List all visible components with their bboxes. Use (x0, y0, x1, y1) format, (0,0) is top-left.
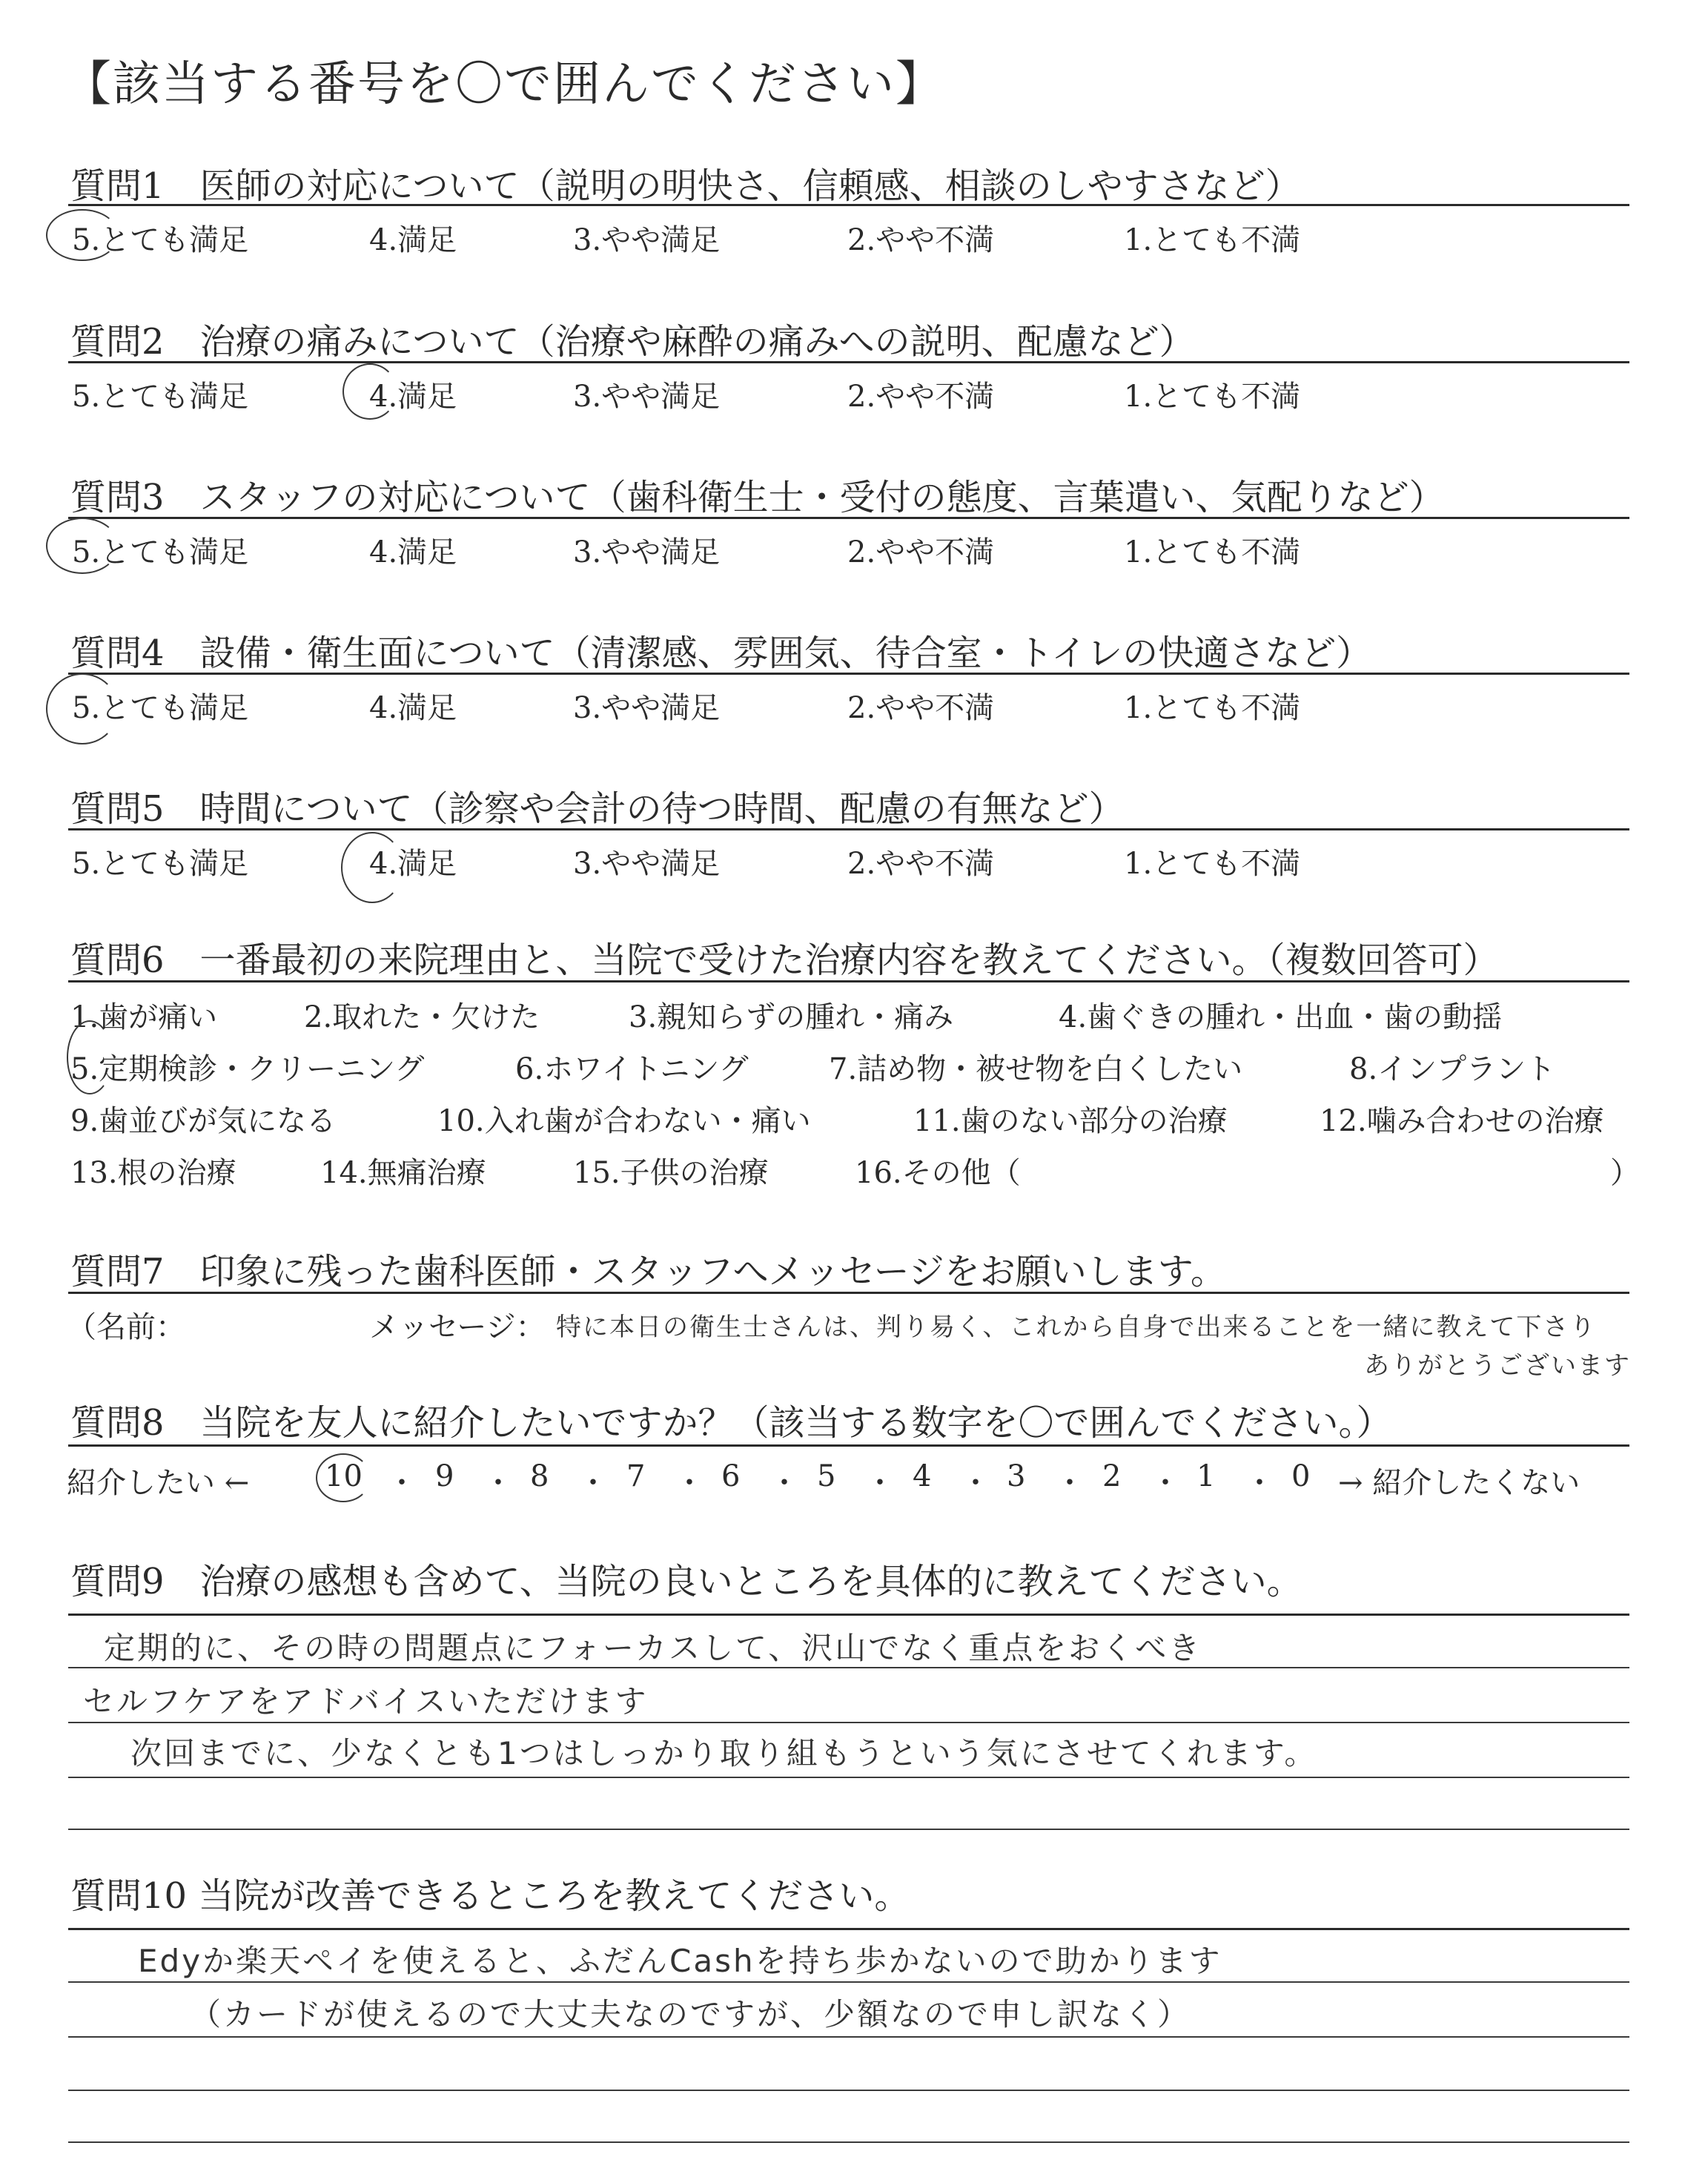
q6-option-11[interactable]: 11.歯のない部分の治療 (913, 1104, 1228, 1138)
question-6-title: 質問6 一番最初の来院理由と、当院で受けた治療内容を教えてください。（複数回答可） (70, 939, 1499, 981)
q6-option-12[interactable]: 12.噛み合わせの治療 (1320, 1104, 1604, 1138)
question-7-rule (68, 1292, 1629, 1294)
q1-option-4[interactable]: 4.満足 (369, 223, 457, 257)
q6-option-13[interactable]: 13.根の治療 (70, 1156, 236, 1190)
q1-selection-circle (46, 209, 119, 261)
question-5-rule (68, 828, 1629, 830)
q6-option-14[interactable]: 14.無痛治療 (320, 1156, 486, 1190)
q10-answer-line-3 (68, 2090, 1629, 2091)
q4-option-1[interactable]: 1.とても不満 (1124, 691, 1301, 725)
q8-separator: ・ (769, 1466, 799, 1500)
q5-option-2[interactable]: 2.やや不満 (847, 847, 995, 881)
q8-scale-4[interactable]: 4 (913, 1459, 932, 1493)
q7-message-line-2[interactable]: ありがとうございます (1364, 1351, 1631, 1381)
q1-option-3[interactable]: 3.やや満足 (573, 223, 721, 257)
q9-answer-line-4 (68, 1829, 1629, 1830)
q8-separator: ・ (483, 1466, 513, 1500)
q5-option-1[interactable]: 1.とても不満 (1124, 847, 1301, 881)
q8-separator: ・ (1151, 1466, 1180, 1500)
q6-option-1[interactable]: 1.歯が痛い (70, 1000, 218, 1034)
q3-option-4[interactable]: 4.満足 (369, 535, 457, 569)
question-4-title: 質問4 設備・衛生面について（清潔感、雰囲気、待合室・トイレの快適さなど） (70, 633, 1372, 674)
q9-answer-line-0 (68, 1614, 1629, 1616)
q6-option-6[interactable]: 6.ホワイトニング (515, 1052, 749, 1086)
q3-option-1[interactable]: 1.とても不満 (1124, 535, 1301, 569)
question-1-title: 質問1 医師の対応について（説明の明快さ、信頼感、相談のしやすさなど） (70, 165, 1301, 207)
question-7-title: 質問7 印象に残った歯科医師・スタッフへメッセージをお願いします。 (70, 1251, 1226, 1292)
q6-option-3[interactable]: 3.親知らずの腫れ・痛み (629, 1000, 954, 1034)
q10-answer-line-2-text[interactable]: （カードが使えるので大丈夫なのですが、少額なので申し訳なく） (190, 1996, 1191, 2032)
q8-separator: ・ (675, 1466, 704, 1500)
q4-selection-circle (46, 673, 119, 744)
q5-option-4[interactable]: 4.満足 (369, 847, 457, 881)
q7-name-label: （名前： (67, 1310, 185, 1344)
q8-scale-0[interactable]: 0 (1291, 1459, 1311, 1493)
q8-separator: ・ (865, 1466, 895, 1500)
q8-scale-2[interactable]: 2 (1102, 1459, 1122, 1493)
q3-option-5[interactable]: 5.とても満足 (72, 535, 249, 569)
q10-answer-line-0 (68, 1928, 1629, 1930)
q10-answer-line-1-text[interactable]: Edyか楽天ペイを使えると、ふだんCashを持ち歩かないので助かります (138, 1943, 1222, 1979)
question-3-rule (68, 517, 1629, 519)
question-5-title: 質問5 時間について（診察や会計の待つ時間、配慮の有無など） (70, 788, 1125, 830)
q2-option-2[interactable]: 2.やや不満 (847, 380, 995, 414)
q6-option-15[interactable]: 15.子供の治療 (573, 1156, 769, 1190)
q1-option-5[interactable]: 5.とても満足 (72, 223, 249, 257)
q3-option-2[interactable]: 2.やや不満 (847, 535, 995, 569)
question-10-title: 質問10 当院が改善できるところを教えてください。 (70, 1875, 910, 1917)
q8-scale-1[interactable]: 1 (1196, 1459, 1216, 1493)
q7-message-label: メッセージ： (369, 1310, 546, 1344)
q10-answer-line-4 (68, 2141, 1629, 2143)
q5-selection-circle (341, 832, 403, 903)
q6-option-9[interactable]: 9.歯並びが気になる (70, 1104, 337, 1138)
q2-option-3[interactable]: 3.やや満足 (573, 380, 721, 414)
question-8-title: 質問8 当院を友人に紹介したいですか？（該当する数字を〇で囲んでください。） (70, 1402, 1392, 1444)
q6-option-10[interactable]: 10.入れ歯が合わない・痛い (437, 1104, 811, 1138)
q8-selection-circle (316, 1453, 371, 1502)
q8-scale-10[interactable]: 10 (325, 1459, 363, 1493)
q8-separator: ・ (578, 1466, 608, 1500)
q6-selection-circle (67, 1020, 113, 1094)
q8-separator: ・ (1245, 1466, 1274, 1500)
q2-option-4[interactable]: 4.満足 (369, 380, 457, 414)
question-3-title: 質問3 スタッフの対応について（歯科衛生士・受付の態度、言葉遣い、気配りなど） (70, 477, 1445, 518)
q2-option-1[interactable]: 1.とても不満 (1124, 380, 1301, 414)
q9-answer-line-1-text[interactable]: 定期的に、その時の問題点にフォーカスして、沢山でなく重点をおくべき (104, 1630, 1202, 1666)
q2-option-5[interactable]: 5.とても満足 (72, 380, 249, 414)
q5-option-5[interactable]: 5.とても満足 (72, 847, 249, 881)
q9-answer-line-2-text[interactable]: セルフケアをアドバイスいただけます (83, 1683, 649, 1720)
q4-option-3[interactable]: 3.やや満足 (573, 691, 721, 725)
q10-answer-line-2 (68, 2036, 1629, 2038)
q8-scale-3[interactable]: 3 (1007, 1459, 1026, 1493)
q6-option-5[interactable]: 5.定期検診・クリーニング (70, 1052, 425, 1086)
question-9-title: 質問9 治療の感想も含めて、当院の良いところを具体的に教えてください。 (70, 1561, 1302, 1602)
q4-option-5[interactable]: 5.とても満足 (72, 691, 249, 725)
q1-option-1[interactable]: 1.とても不満 (1124, 223, 1301, 257)
q6-option-4[interactable]: 4.歯ぐきの腫れ・出血・歯の動揺 (1059, 1000, 1503, 1034)
q9-answer-line-2 (68, 1722, 1629, 1723)
q10-answer-line-1 (68, 1981, 1629, 1983)
question-2-title: 質問2 治療の痛みについて（治療や麻酔の痛みへの説明、配慮など） (70, 321, 1195, 363)
q8-scale-8[interactable]: 8 (530, 1459, 549, 1493)
q8-recommend-scale (67, 1459, 1631, 1504)
q6-option-2[interactable]: 2.取れた・欠けた (304, 1000, 540, 1034)
question-2-rule (68, 361, 1629, 363)
q8-scale-6[interactable]: 6 (721, 1459, 741, 1493)
question-1-rule (68, 204, 1629, 206)
q8-separator: ・ (387, 1466, 417, 1500)
q8-scale-9[interactable]: 9 (435, 1459, 454, 1493)
q5-option-3[interactable]: 3.やや満足 (573, 847, 721, 881)
q4-option-4[interactable]: 4.満足 (369, 691, 457, 725)
q8-scale-5[interactable]: 5 (817, 1459, 836, 1493)
q8-scale-7[interactable]: 7 (626, 1459, 646, 1493)
q9-answer-line-3 (68, 1777, 1629, 1778)
q8-left-label: 紹介したい ← (67, 1466, 250, 1500)
q6-option-7[interactable]: 7.詰め物・被せ物を白くしたい (829, 1052, 1243, 1086)
q8-right-label: → 紹介したくない (1338, 1466, 1580, 1500)
q6-other-close-paren: ） (1610, 1156, 1640, 1190)
q3-option-3[interactable]: 3.やや満足 (573, 535, 721, 569)
q4-option-2[interactable]: 2.やや不満 (847, 691, 995, 725)
q6-option-16[interactable]: 16.その他（ (855, 1156, 1021, 1190)
instruction-header: 【該当する番号を〇で囲んでください】 (64, 57, 944, 112)
question-8-rule (68, 1444, 1629, 1447)
q6-option-8[interactable]: 8.インプラント (1349, 1052, 1556, 1086)
q7-message-line-1[interactable]: 特に本日の衛生士さんは、判り易く、これから自身で出来ることを一緒に教えて下さり (556, 1312, 1597, 1342)
q1-option-2[interactable]: 2.やや不満 (847, 223, 995, 257)
q8-separator: ・ (961, 1466, 990, 1500)
question-4-rule (68, 673, 1629, 675)
q3-selection-circle (46, 518, 119, 574)
q8-separator: ・ (1055, 1466, 1085, 1500)
question-6-rule (68, 980, 1629, 982)
q9-answer-line-3-text[interactable]: 次回までに、少なくとも1つはしっかり取り組もうという気にさせてくれます。 (130, 1735, 1318, 1771)
q2-selection-circle (342, 363, 397, 420)
